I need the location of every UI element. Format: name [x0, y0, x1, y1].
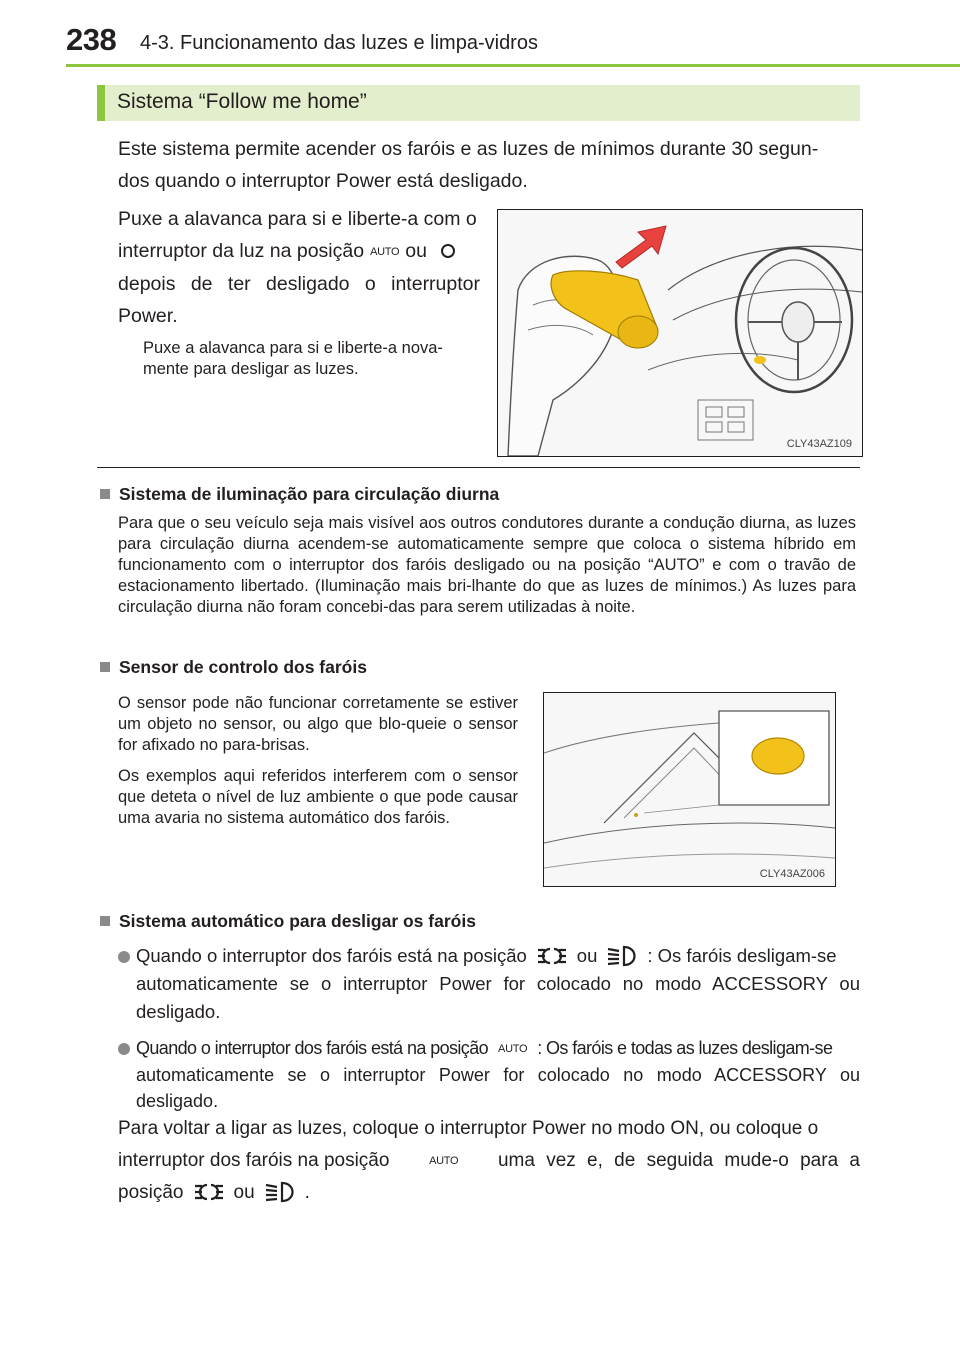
- autooff-bullet1-line1: [136, 942, 860, 970]
- follow-note: Puxe a alavanca para si e liberte-a nova-mente para desligar as luzes.: [143, 339, 443, 378]
- autooff-restore-line2: [118, 1145, 860, 1177]
- auto-position-icon: AUTO: [370, 246, 400, 258]
- sensor-para1: O sensor pode não funcionar corretamente se estiver um objeto no sensor, ou algo que blo-queie o sensor for afixado no para-brisas.: [118, 694, 518, 754]
- follow-me-home-header: [97, 85, 860, 121]
- headlight-icon: [605, 945, 639, 967]
- follow-step-line4: Power.: [118, 305, 178, 327]
- drl-heading: [100, 484, 499, 505]
- autooff-heading: [100, 911, 476, 932]
- autooff-b2-text-c: : Os faróis e todas as luzes desligam-se: [537, 1038, 833, 1058]
- page-number: 238: [66, 22, 117, 57]
- lever-illustration: [498, 210, 862, 456]
- off-position-icon: [441, 244, 455, 258]
- follow-step-or: ou: [405, 240, 427, 262]
- square-bullet-icon: [100, 916, 110, 926]
- autooff-bullet2-rest: automaticamente se o interruptor Power for colocado no modo ACCESSORY ou desligado.: [136, 1065, 860, 1111]
- sensor-heading-text: Sensor de controlo dos faróis: [119, 657, 367, 677]
- drl-body: Para que o seu veículo seja mais visível aos outros condutores durante a condução diurna, as luzes para circulação diurna acendem-se automaticamente sempre que coloca o sistema híbrido em funcionamento com o interruptor dos faróis desligado ou na posição “AUTO” e com o travão de estacionamento libertado. (Iluminação mais bri-lhante do que as luzes de mínimos.) As luzes para circulação diurna não foram concebi-das para serem utilizadas à noite.: [118, 514, 856, 616]
- autooff-b1-text-a: Quando o interruptor dos faróis está na posição: [136, 945, 527, 966]
- tail-light-icon: [535, 945, 569, 967]
- autooff-bullet1-rest: automaticamente se o interruptor Power for colocado no modo ACCESSORY ou desligado.: [136, 973, 860, 1022]
- autooff-restore-line2-b: uma vez e, de seguida mude-o para a: [497, 1150, 860, 1171]
- autooff-b2-text-a: Quando o interruptor dos faróis está na posição: [136, 1038, 489, 1058]
- lever-figure-code: CLY43AZ109: [786, 438, 852, 450]
- lever-figure: [497, 209, 863, 457]
- autooff-restore-or: ou: [233, 1182, 255, 1203]
- follow-step-line2: [118, 235, 480, 268]
- sensor-figure: [543, 692, 836, 887]
- round-bullet-icon: [118, 951, 130, 963]
- drl-heading-text: Sistema de iluminação para circulação diurna: [119, 484, 500, 504]
- autooff-restore-line2-a: interruptor dos faróis na posição: [118, 1150, 390, 1171]
- autooff-b1-text-c: : Os faróis desligam-se: [647, 945, 837, 966]
- follow-intro-line2: dos quando o interruptor Power está desligado.: [118, 170, 528, 192]
- square-bullet-icon: [100, 662, 110, 672]
- follow-step-line1: Puxe a alavanca para si e liberte-a com o: [118, 208, 477, 230]
- follow-step-line3: depois de ter desligado o interruptor: [118, 273, 480, 295]
- autooff-b1-or: ou: [576, 945, 598, 966]
- sensor-illustration: [544, 693, 835, 886]
- round-bullet-icon: [118, 1043, 130, 1055]
- autooff-restore-line3-a: posição: [118, 1182, 184, 1203]
- follow-intro-line1: Este sistema permite acender os faróis e as luzes de mínimos durante 30 segun-: [118, 138, 819, 160]
- header-accent-bar: [97, 85, 105, 121]
- autooff-restore-line3: [118, 1177, 860, 1209]
- follow-intro: [118, 133, 863, 197]
- header-rule: [66, 64, 960, 67]
- autooff-restore-period: .: [304, 1182, 310, 1203]
- follow-me-home-title: Sistema “Follow me home”: [117, 90, 367, 113]
- follow-step-line2-text: interruptor da luz na posição: [118, 240, 365, 262]
- auto-position-icon: AUTO: [429, 1155, 459, 1167]
- section-title: 4-3. Funcionamento das luzes e limpa-vidros: [140, 32, 538, 54]
- autooff-restore: [118, 1113, 860, 1209]
- headlight-icon: [263, 1181, 297, 1203]
- autooff-heading-text: Sistema automático para desligar os faróis: [119, 911, 476, 931]
- autooff-restore-line1: Para voltar a ligar as luzes, coloque o interruptor Power no modo ON, ou coloque o: [118, 1118, 819, 1139]
- autooff-bullet2-line1: [136, 1035, 860, 1062]
- sensor-para2: Os exemplos aqui referidos interferem com o sensor que deteta o nível de luz ambiente o que pode causar uma avaria no sistema automático dos faróis.: [118, 767, 518, 827]
- auto-position-icon: AUTO: [498, 1043, 528, 1055]
- autooff-bullet2: [136, 1035, 860, 1114]
- section-separator: [97, 467, 860, 468]
- follow-step: [118, 203, 480, 332]
- tail-light-icon: [192, 1181, 226, 1203]
- sensor-figure-code: CLY43AZ006: [759, 868, 825, 880]
- autooff-bullet1: [136, 942, 860, 1026]
- square-bullet-icon: [100, 489, 110, 499]
- sensor-heading: [100, 657, 367, 678]
